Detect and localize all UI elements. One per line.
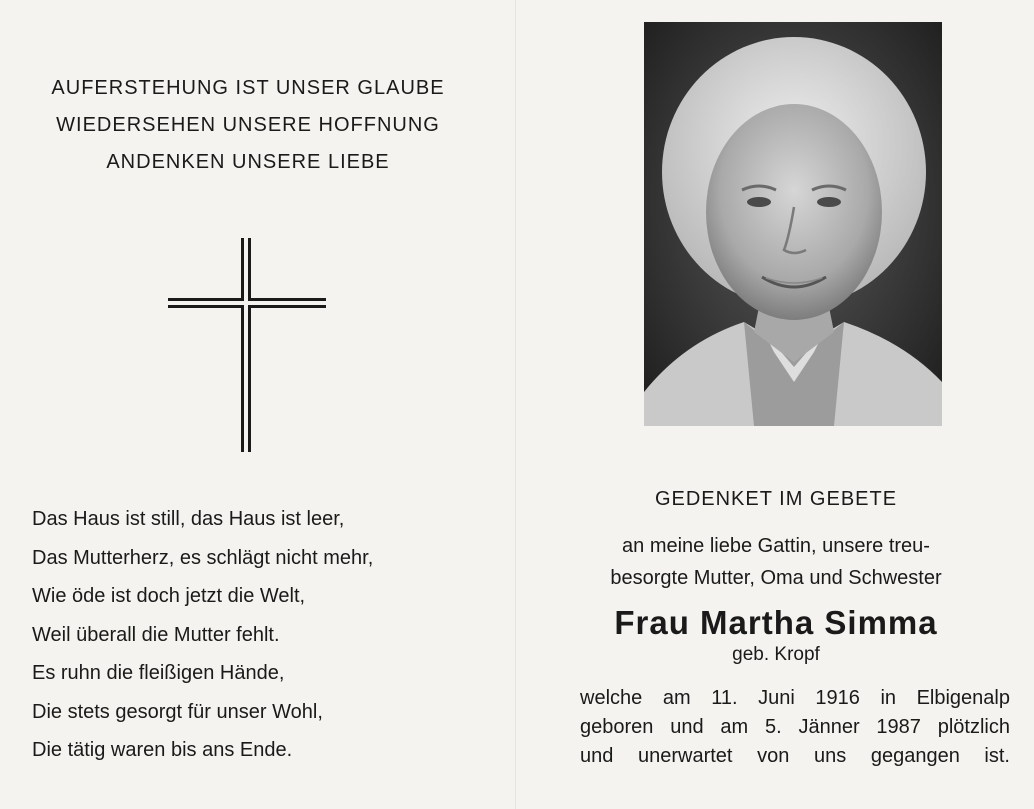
left-panel [0, 0, 510, 809]
deceased-name: Frau Martha Simma [614, 604, 938, 641]
life-details [580, 684, 1010, 771]
portrait-photo [644, 22, 942, 426]
details-line: welche am 11. Juni 1916 in Elbigenalp [580, 687, 1010, 709]
prayer-heading: GEDENKET IM GEBETE [654, 488, 898, 510]
poem-line: Das Mutterherz, es schlägt nicht mehr, [32, 546, 374, 569]
right-panel [520, 0, 1034, 809]
dedication-line: an meine liebe Gattin, unsere treu- [622, 535, 930, 557]
poem-line: Es ruhn die fleißigen Hände, [32, 662, 285, 684]
poem [32, 500, 492, 770]
poem-line: Wie öde ist doch jetzt die Welt, [32, 585, 306, 607]
fold-line [515, 0, 516, 809]
dedication-text [520, 530, 1032, 594]
motto-line: ANDENKEN UNSERE LIEBE [106, 151, 390, 173]
motto [0, 70, 496, 181]
poem-line: Das Haus ist still, das Haus ist leer, [32, 508, 345, 530]
dedication-line: besorgte Mutter, Oma und Schwester [610, 567, 942, 589]
poem-line: Die tätig waren bis ans Ende. [32, 739, 293, 761]
details-line: und unerwartet von uns gegangen ist. [580, 745, 1010, 767]
poem-line: Weil überall die Mutter fehlt. [32, 623, 280, 646]
poem-line: Die stets gesorgt für unser Wohl, [32, 700, 323, 723]
maiden-name: geb. Kropf [732, 644, 820, 665]
motto-line: WIEDERSEHEN UNSERE HOFFNUNG [56, 114, 440, 136]
details-line: geboren und am 5. Jänner 1987 plötzlich [580, 716, 1010, 738]
motto-line: AUFERSTEHUNG IST UNSER GLAUBE [51, 77, 445, 99]
cross-icon [168, 238, 326, 452]
